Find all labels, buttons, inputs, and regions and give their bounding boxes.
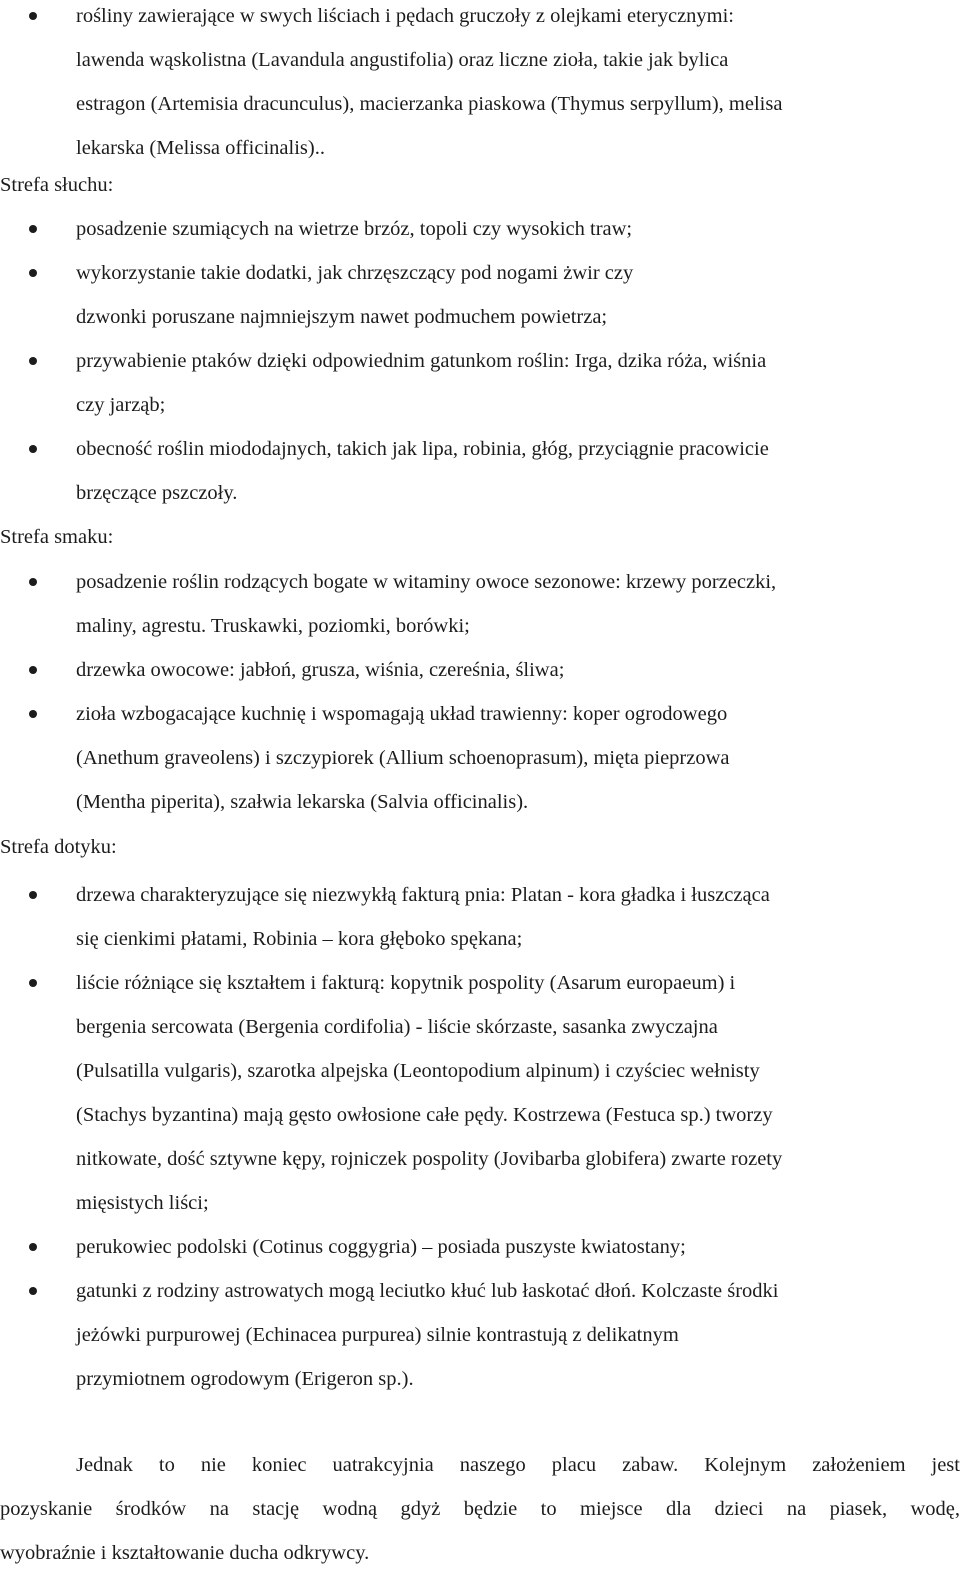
hearing-list bbox=[0, 207, 960, 515]
list-item: obecność roślin miododajnych, takich jak lipa, robinia, głóg, przyciągnie pracowicie brzęczące pszczoły. bbox=[0, 427, 960, 515]
list-item: posadzenie szumiących na wietrze brzóz, topoli czy wysokich traw; bbox=[0, 207, 960, 251]
touch-list bbox=[0, 873, 960, 1401]
list-item: przywabienie ptaków dzięki odpowiednim gatunkom roślin: Irga, dzika róża, wiśnia czy jarząb; bbox=[0, 339, 960, 427]
list-item: drzewka owocowe: jabłoń, grusza, wiśnia, czereśnia, śliwa; bbox=[0, 648, 960, 692]
taste-list bbox=[0, 560, 960, 824]
list-item: perukowiec podolski (Cotinus coggygria) – posiada puszyste kwiatostany; bbox=[0, 1225, 960, 1269]
list-item: gatunki z rodziny astrowatych mogą leciutko kłuć lub łaskotać dłoń. Kolczaste środki jeżówki purpurowej (Echinacea purpurea) silnie kontrastują z delikatnym przymiotnem ogrodowym (Erigeron sp.). bbox=[0, 1269, 960, 1401]
list-item: rośliny zawierające w swych liściach i pędach gruczoły z olejkami eterycznymi: lawenda wąskolistna (Lavandula angustifolia) oraz liczne zioła, takie jak bylica estragon (Artemisia dracunculus), macierzanka piaskowa (Thymus serpyllum), melisa lekarska (Melissa officinalis).. bbox=[0, 0, 960, 170]
section-heading-taste: Strefa smaku: bbox=[0, 526, 114, 548]
list-item: zioła wzbogacające kuchnię i wspomagają układ trawienny: koper ogrodowego (Anethum graveolens) i szczypiorek (Allium schoenoprasum), mięta pieprzowa (Mentha piperita), szałwia lekarska (Salvia officinalis). bbox=[0, 692, 960, 824]
list-item: liście różniące się kształtem i fakturą: kopytnik pospolity (Asarum europaeum) i bergenia sercowata (Bergenia cordifolia) - liście skórzaste, sasanka zwyczajna (Pulsatilla vulgaris), szarotka alpejska (Leontopodium alpinum) i czyściec wełnisty (Stachys byzantina) mają gęsto owłosione całe pędy. Kostrzewa (Festuca sp.) tworzy nitkowate, dość sztywne kępy, rojniczek pospolity (Jovibarba globifera) zwarte rozety mięsistych liści; bbox=[0, 961, 960, 1225]
list-item: wykorzystanie takie dodatki, jak chrzęszczący pod nogami żwir czy dzwonki poruszane najmniejszym nawet podmuchem powietrza; bbox=[0, 251, 960, 339]
list-item: posadzenie roślin rodzących bogate w witaminy owoce sezonowe: krzewy porzeczki, maliny, agrestu. Truskawki, poziomki, borówki; bbox=[0, 560, 960, 648]
section-heading-touch: Strefa dotyku: bbox=[0, 836, 117, 858]
intro-list bbox=[0, 0, 960, 170]
list-item: drzewa charakteryzujące się niezwykłą fakturą pnia: Platan - kora gładka i łuszcząca się cienkimi płatami, Robinia – kora głęboko spękana; bbox=[0, 873, 960, 961]
closing-paragraph: Jednak to nie koniec uatrakcyjnia naszego placu zabaw. Kolejnym założeniem jest pozyskanie środków na stację wodną gdyż będzie to miejsce dla dzieci na piasek, wodę, wyobraźnie i kształtowanie ducha odkrywcy. bbox=[0, 1454, 960, 1564]
section-heading-hearing: Strefa słuchu: bbox=[0, 174, 114, 196]
